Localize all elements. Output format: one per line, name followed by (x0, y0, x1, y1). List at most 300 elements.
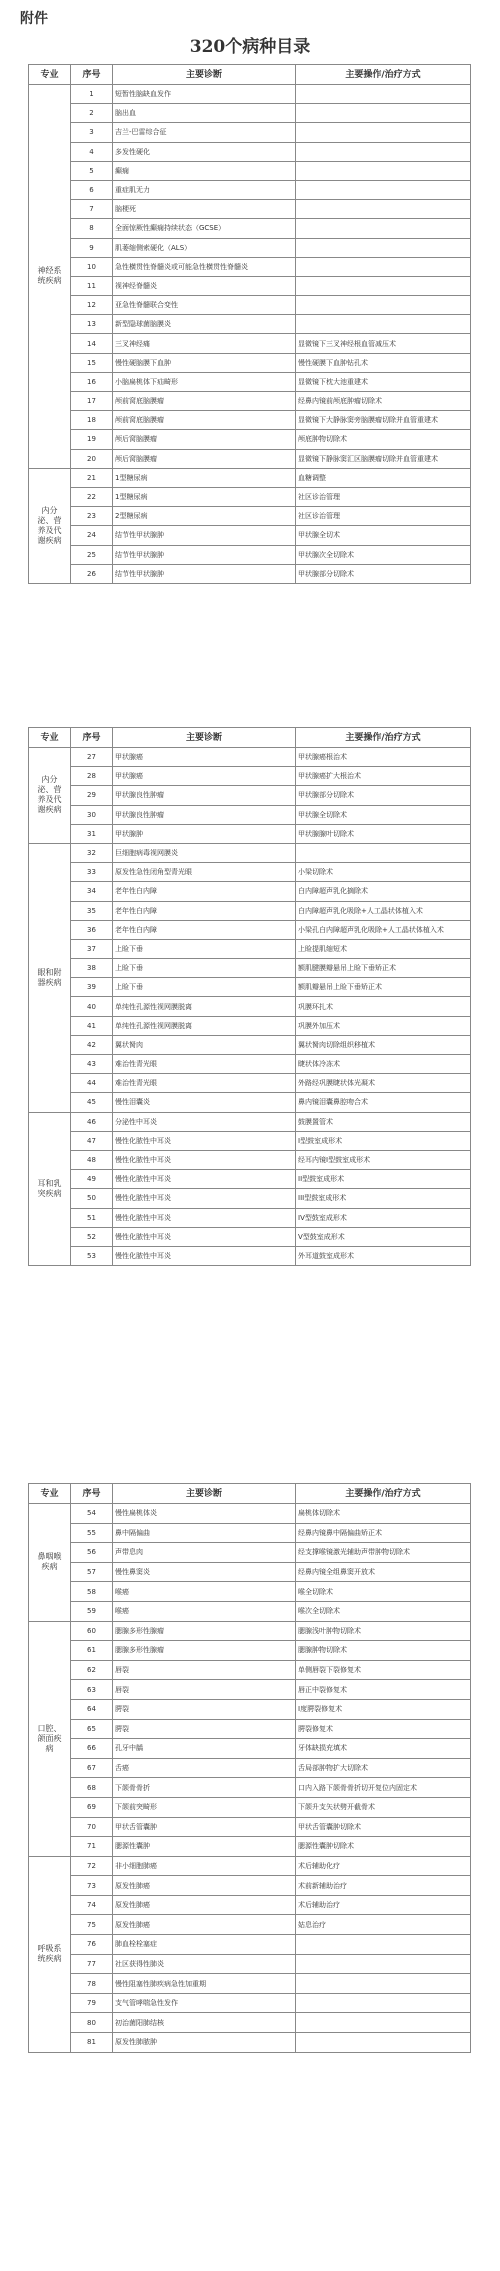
diagnosis-cell: 下颌骨骨折 (113, 1778, 296, 1798)
table-row (29, 1227, 471, 1246)
table-row (29, 786, 471, 805)
serial-number-cell: 47 (71, 1131, 113, 1150)
diagnosis-cell: 三叉神经痛 (113, 334, 296, 353)
serial-number-cell: 35 (71, 901, 113, 920)
serial-number-cell: 6 (71, 180, 113, 199)
table-row (29, 142, 471, 161)
diagnosis-cell: 脑梗死 (113, 200, 296, 219)
table-row (29, 180, 471, 199)
serial-number-cell: 22 (71, 487, 113, 506)
diagnosis-cell: 下颌前突畸形 (113, 1797, 296, 1817)
serial-number-cell: 10 (71, 257, 113, 276)
operation-cell (296, 200, 471, 219)
operation-cell: II型鼓室成形术 (296, 1170, 471, 1189)
diagnosis-cell: 腮腺多形性腺瘤 (113, 1621, 296, 1641)
serial-number-cell: 15 (71, 353, 113, 372)
diagnosis-cell: 慢性阻塞性肺疾病急性加重期 (113, 1974, 296, 1994)
department-cell: 口腔、颌面疾病 (29, 1621, 71, 1856)
operation-cell (296, 1993, 471, 2013)
operation-cell: 甲状腺部分切除术 (296, 786, 471, 805)
table-row (29, 1993, 471, 2013)
diagnosis-cell: 多发性硬化 (113, 142, 296, 161)
diagnosis-cell: 甲状腺良性肿瘤 (113, 786, 296, 805)
operation-cell (296, 104, 471, 123)
diagnosis-cell: 颅前窝底脑膜瘤 (113, 392, 296, 411)
operation-cell: 小梁切除术 (296, 863, 471, 882)
operation-cell (296, 85, 471, 104)
diagnosis-cell: 支气管哮喘急性发作 (113, 1993, 296, 2013)
table-row (29, 959, 471, 978)
operation-cell: 术后辅助治疗 (296, 1895, 471, 1915)
diagnosis-cell: 亚急性脊髓联合变性 (113, 296, 296, 315)
serial-number-cell: 39 (71, 978, 113, 997)
table-row (29, 843, 471, 862)
table-row (29, 507, 471, 526)
serial-number-cell: 29 (71, 786, 113, 805)
serial-number-cell: 25 (71, 545, 113, 564)
table-row (29, 1016, 471, 1035)
serial-number-cell: 42 (71, 1035, 113, 1054)
table-row (29, 1582, 471, 1602)
table-row (29, 1131, 471, 1150)
table-row (29, 487, 471, 506)
diagnosis-cell: 腮源性囊肿 (113, 1837, 296, 1857)
table-row (29, 161, 471, 180)
table-row (29, 1895, 471, 1915)
serial-number-cell: 30 (71, 805, 113, 824)
diagnosis-cell: 原发性肺癌 (113, 1915, 296, 1935)
diagnosis-cell: 上睑下垂 (113, 978, 296, 997)
diagnosis-cell: 急性横贯性脊髓炎或可能急性横贯性脊髓炎 (113, 257, 296, 276)
operation-cell: 甲状腺癌扩大根治术 (296, 767, 471, 786)
operation-cell: 巩膜外加压术 (296, 1016, 471, 1035)
operation-cell: 甲状腺全切除术 (296, 805, 471, 824)
department-cell: 神经系统疾病 (29, 85, 71, 469)
diagnosis-cell: 老年性白内障 (113, 920, 296, 939)
operation-cell: 睫状体冷冻术 (296, 1055, 471, 1074)
serial-number-cell: 27 (71, 748, 113, 767)
table-row (29, 1719, 471, 1739)
diagnosis-header: 主要诊断 (113, 728, 296, 748)
diagnosis-cell: 声带息肉 (113, 1543, 296, 1563)
serial-number-cell: 24 (71, 526, 113, 545)
diagnosis-cell: 慢性扁桃体炎 (113, 1504, 296, 1524)
catalog-table (28, 727, 471, 1266)
table-row (29, 863, 471, 882)
serial-number-cell: 77 (71, 1954, 113, 1974)
no-header: 序号 (71, 65, 113, 85)
operation-cell: 经鼻内镜全组鼻窦开放术 (296, 1562, 471, 1582)
operation-cell: I度腭裂修复术 (296, 1699, 471, 1719)
diagnosis-cell: 肺血栓栓塞症 (113, 1935, 296, 1955)
serial-number-cell: 49 (71, 1170, 113, 1189)
serial-number-cell: 66 (71, 1739, 113, 1759)
operation-cell: 显微镜下枕大池重建术 (296, 372, 471, 391)
operation-header: 主要操作/治疗方式 (296, 728, 471, 748)
diagnosis-cell: 慢性化脓性中耳炎 (113, 1131, 296, 1150)
operation-cell: 腮源性囊肿切除术 (296, 1837, 471, 1857)
serial-number-cell: 67 (71, 1758, 113, 1778)
serial-number-cell: 53 (71, 1246, 113, 1265)
table-row (29, 978, 471, 997)
table-row (29, 997, 471, 1016)
diagnosis-cell: 鼻中隔偏曲 (113, 1523, 296, 1543)
serial-number-cell: 74 (71, 1895, 113, 1915)
serial-number-cell: 45 (71, 1093, 113, 1112)
diagnosis-cell: 癫痫 (113, 161, 296, 180)
diagnosis-cell: 舌癌 (113, 1758, 296, 1778)
table-row (29, 526, 471, 545)
diagnosis-cell: 难治性青光眼 (113, 1055, 296, 1074)
operation-cell: 下颌升支矢状劈开截骨术 (296, 1797, 471, 1817)
serial-number-cell: 26 (71, 564, 113, 583)
serial-number-cell: 21 (71, 468, 113, 487)
serial-number-cell: 7 (71, 200, 113, 219)
operation-cell: 白内障超声乳化摘除术 (296, 882, 471, 901)
diagnosis-cell: 颅前窝底脑膜瘤 (113, 411, 296, 430)
table-row (29, 1562, 471, 1582)
table-row (29, 1035, 471, 1054)
operation-cell: 牙体缺损充填术 (296, 1739, 471, 1759)
serial-number-cell: 68 (71, 1778, 113, 1798)
diagnosis-cell: 难治性青光眼 (113, 1074, 296, 1093)
table-header-row (29, 728, 471, 748)
diagnosis-cell: 吉兰-巴雷综合征 (113, 123, 296, 142)
diagnosis-cell: 单纯性孔源性视网膜脱离 (113, 997, 296, 1016)
operation-cell: 翼状胬肉切除组织移植术 (296, 1035, 471, 1054)
operation-cell (296, 219, 471, 238)
operation-header: 主要操作/治疗方式 (296, 65, 471, 85)
operation-cell: 舌局部肿物扩大切除术 (296, 1758, 471, 1778)
no-header: 序号 (71, 728, 113, 748)
table-row (29, 1641, 471, 1661)
serial-number-cell: 62 (71, 1660, 113, 1680)
table-row (29, 392, 471, 411)
operation-cell (296, 180, 471, 199)
serial-number-cell: 50 (71, 1189, 113, 1208)
department-cell: 内分泌、营养及代谢疾病 (29, 748, 71, 844)
serial-number-cell: 43 (71, 1055, 113, 1074)
table-row (29, 85, 471, 104)
operation-cell: 显微镜下静脉窦汇区脑膜瘤切除并血管重建术 (296, 449, 471, 468)
serial-number-cell: 41 (71, 1016, 113, 1035)
diagnosis-cell: 喉癌 (113, 1601, 296, 1621)
diagnosis-cell: 慢性硬脑膜下血肿 (113, 353, 296, 372)
table-row (29, 1660, 471, 1680)
serial-number-cell: 55 (71, 1523, 113, 1543)
serial-number-cell: 9 (71, 238, 113, 257)
serial-number-cell: 44 (71, 1074, 113, 1093)
diagnosis-cell: 原发性急性闭角型青光眼 (113, 863, 296, 882)
table-row (29, 1055, 471, 1074)
diagnosis-cell: 腭裂 (113, 1719, 296, 1739)
serial-number-cell: 32 (71, 843, 113, 862)
table-row (29, 1189, 471, 1208)
serial-number-cell: 13 (71, 315, 113, 334)
diagnosis-cell: 甲状腺良性肿瘤 (113, 805, 296, 824)
department-cell: 呼吸系统疾病 (29, 1856, 71, 2052)
diagnosis-cell: 上睑下垂 (113, 939, 296, 958)
serial-number-cell: 58 (71, 1582, 113, 1602)
table-row (29, 1974, 471, 1994)
dept-header: 专业 (29, 1484, 71, 1504)
diagnosis-cell: 单纯性孔源性视网膜脱离 (113, 1016, 296, 1035)
operation-cell (296, 238, 471, 257)
table-row (29, 939, 471, 958)
diagnosis-cell: 颅后窝脑膜瘤 (113, 449, 296, 468)
operation-cell: 显微镜下三叉神经根血管减压术 (296, 334, 471, 353)
diagnosis-cell: 肌萎缩侧索硬化（ALS） (113, 238, 296, 257)
table-row (29, 901, 471, 920)
department-cell: 内分泌、营养及代谢疾病 (29, 468, 71, 583)
serial-number-cell: 3 (71, 123, 113, 142)
serial-number-cell: 61 (71, 1641, 113, 1661)
diagnosis-cell: 非小细胞肺癌 (113, 1856, 296, 1876)
diagnosis-cell: 慢性鼻窦炎 (113, 1562, 296, 1582)
operation-header: 主要操作/治疗方式 (296, 1484, 471, 1504)
serial-number-cell: 80 (71, 2013, 113, 2033)
diagnosis-cell: 腮腺多形性腺瘤 (113, 1641, 296, 1661)
serial-number-cell: 4 (71, 142, 113, 161)
serial-number-cell: 56 (71, 1543, 113, 1563)
diagnosis-cell: 甲状腺癌 (113, 767, 296, 786)
operation-cell: 经耳内镜I型鼓室成形术 (296, 1150, 471, 1169)
serial-number-cell: 1 (71, 85, 113, 104)
table-row (29, 1817, 471, 1837)
table-row (29, 1699, 471, 1719)
operation-cell (296, 2033, 471, 2053)
diagnosis-cell: 全面惊厥性癫痫持续状态（GCSE） (113, 219, 296, 238)
serial-number-cell: 48 (71, 1150, 113, 1169)
operation-cell (296, 1974, 471, 1994)
operation-cell: 术前新辅助治疗 (296, 1876, 471, 1896)
page-title: 320个病种目录 (189, 37, 311, 57)
operation-cell: 甲状腺癌根治术 (296, 748, 471, 767)
operation-cell: 口内入路下颌骨骨折切开复位内固定术 (296, 1778, 471, 1798)
operation-cell: 术后辅助化疗 (296, 1856, 471, 1876)
diagnosis-cell: 甲状舌管囊肿 (113, 1817, 296, 1837)
operation-cell: 额肌腱膜瓣悬吊上睑下垂矫正术 (296, 959, 471, 978)
table-row (29, 1680, 471, 1700)
serial-number-cell: 19 (71, 430, 113, 449)
table-row (29, 748, 471, 767)
table-header-row (29, 65, 471, 85)
operation-cell: 慢性硬膜下血肿钻孔术 (296, 353, 471, 372)
serial-number-cell: 76 (71, 1935, 113, 1955)
table-row (29, 882, 471, 901)
serial-number-cell: 11 (71, 276, 113, 295)
table-row (29, 1758, 471, 1778)
table-row (29, 1621, 471, 1641)
serial-number-cell: 16 (71, 372, 113, 391)
diagnosis-cell: 慢性化脓性中耳炎 (113, 1246, 296, 1265)
operation-cell: 甲状舌管囊肿切除术 (296, 1817, 471, 1837)
table-row (29, 1601, 471, 1621)
diagnosis-cell: 原发性肺脓肿 (113, 2033, 296, 2053)
table-row (29, 430, 471, 449)
table-row (29, 1523, 471, 1543)
table-row (29, 1837, 471, 1857)
dept-header: 专业 (29, 728, 71, 748)
serial-number-cell: 34 (71, 882, 113, 901)
operation-cell (296, 142, 471, 161)
table-row (29, 767, 471, 786)
diagnosis-cell: 2型糖尿病 (113, 507, 296, 526)
table-row (29, 1876, 471, 1896)
table-row (29, 545, 471, 564)
operation-cell (296, 296, 471, 315)
table-row (29, 449, 471, 468)
table-row (29, 468, 471, 487)
diagnosis-cell: 原发性肺癌 (113, 1895, 296, 1915)
operation-cell (296, 276, 471, 295)
table-row (29, 372, 471, 391)
operation-cell: 巩膜环扎术 (296, 997, 471, 1016)
diagnosis-cell: 甲状腺肿 (113, 824, 296, 843)
table-row (29, 2033, 471, 2053)
serial-number-cell: 51 (71, 1208, 113, 1227)
table-row (29, 1246, 471, 1265)
table-row (29, 1074, 471, 1093)
diagnosis-cell: 1型糖尿病 (113, 468, 296, 487)
serial-number-cell: 33 (71, 863, 113, 882)
table-row (29, 564, 471, 583)
operation-cell: 外路经巩膜睫状体光凝术 (296, 1074, 471, 1093)
operation-cell: 喉次全切除术 (296, 1601, 471, 1621)
table-row (29, 1856, 471, 1876)
diagnosis-cell: 慢性泪囊炎 (113, 1093, 296, 1112)
serial-number-cell: 79 (71, 1993, 113, 2013)
table-row (29, 1504, 471, 1524)
table-row (29, 1543, 471, 1563)
table-row (29, 2013, 471, 2033)
operation-cell: 颅底肿物切除术 (296, 430, 471, 449)
serial-number-cell: 23 (71, 507, 113, 526)
operation-cell: 甲状腺全切术 (296, 526, 471, 545)
operation-cell (296, 123, 471, 142)
table-row (29, 1150, 471, 1169)
serial-number-cell: 37 (71, 939, 113, 958)
table-row (29, 1935, 471, 1955)
serial-number-cell: 64 (71, 1699, 113, 1719)
table-header-row (29, 1484, 471, 1504)
diagnosis-header: 主要诊断 (113, 1484, 296, 1504)
operation-cell: 鼻内镜泪囊鼻腔吻合术 (296, 1093, 471, 1112)
diagnosis-cell: 社区获得性肺炎 (113, 1954, 296, 1974)
operation-cell: 经鼻内镜前颅底肿瘤切除术 (296, 392, 471, 411)
diagnosis-cell: 慢性化脓性中耳炎 (113, 1227, 296, 1246)
serial-number-cell: 46 (71, 1112, 113, 1131)
serial-number-cell: 20 (71, 449, 113, 468)
operation-cell: 外耳道鼓室成形术 (296, 1246, 471, 1265)
diagnosis-cell: 结节性甲状腺肿 (113, 545, 296, 564)
operation-cell: V型鼓室成形术 (296, 1227, 471, 1246)
table-row (29, 334, 471, 353)
diagnosis-cell: 视神经脊髓炎 (113, 276, 296, 295)
table-row (29, 1797, 471, 1817)
table-row (29, 219, 471, 238)
table-row (29, 920, 471, 939)
diagnosis-cell: 巨细胞病毒视网膜炎 (113, 843, 296, 862)
operation-cell (296, 1935, 471, 1955)
serial-number-cell: 60 (71, 1621, 113, 1641)
attachment-label: 附件 (20, 11, 48, 27)
no-header: 序号 (71, 1484, 113, 1504)
operation-cell: 单侧唇裂下裂修复术 (296, 1660, 471, 1680)
operation-cell: I型鼓室成形术 (296, 1131, 471, 1150)
diagnosis-cell: 慢性化脓性中耳炎 (113, 1170, 296, 1189)
diagnosis-cell: 老年性白内障 (113, 882, 296, 901)
table-row (29, 1954, 471, 1974)
serial-number-cell: 14 (71, 334, 113, 353)
operation-cell: III型鼓室成形术 (296, 1189, 471, 1208)
operation-cell: 喉全切除术 (296, 1582, 471, 1602)
serial-number-cell: 38 (71, 959, 113, 978)
table-row (29, 411, 471, 430)
serial-number-cell: 28 (71, 767, 113, 786)
serial-number-cell: 71 (71, 1837, 113, 1857)
diagnosis-cell: 老年性白内障 (113, 901, 296, 920)
diagnosis-cell: 翼状胬肉 (113, 1035, 296, 1054)
diagnosis-cell: 初治菌阳肺结核 (113, 2013, 296, 2033)
department-cell: 耳和乳突疾病 (29, 1112, 71, 1266)
operation-cell: 小梁孔白内障超声乳化吸除+人工晶状体植入术 (296, 920, 471, 939)
operation-cell: 血糖调整 (296, 468, 471, 487)
diagnosis-cell: 小脑扁桃体下疝畸形 (113, 372, 296, 391)
diagnosis-cell: 喉癌 (113, 1582, 296, 1602)
operation-cell: 显微镜下大静脉窦旁脑膜瘤切除并血管重建术 (296, 411, 471, 430)
operation-cell: 甲状腺部分切除术 (296, 564, 471, 583)
diagnosis-cell: 唇裂 (113, 1660, 296, 1680)
operation-cell (296, 315, 471, 334)
operation-cell: IV型鼓室成形术 (296, 1208, 471, 1227)
department-cell: 眼和附器疾病 (29, 843, 71, 1112)
diagnosis-cell: 1型糖尿病 (113, 487, 296, 506)
catalog-table (28, 1483, 471, 2053)
operation-cell (296, 843, 471, 862)
dept-header: 专业 (29, 65, 71, 85)
table-row (29, 1739, 471, 1759)
operation-cell (296, 2013, 471, 2033)
table-row (29, 1778, 471, 1798)
diagnosis-header: 主要诊断 (113, 65, 296, 85)
table-row (29, 257, 471, 276)
serial-number-cell: 70 (71, 1817, 113, 1837)
operation-cell: 经鼻内镜鼻中隔偏曲矫正术 (296, 1523, 471, 1543)
operation-cell: 鼓膜置管术 (296, 1112, 471, 1131)
table-row (29, 238, 471, 257)
serial-number-cell: 54 (71, 1504, 113, 1524)
diagnosis-cell: 慢性化脓性中耳炎 (113, 1150, 296, 1169)
diagnosis-cell: 脑出血 (113, 104, 296, 123)
serial-number-cell: 73 (71, 1876, 113, 1896)
serial-number-cell: 5 (71, 161, 113, 180)
diagnosis-cell: 颅后窝脑膜瘤 (113, 430, 296, 449)
serial-number-cell: 59 (71, 1601, 113, 1621)
operation-cell (296, 257, 471, 276)
table-row (29, 276, 471, 295)
serial-number-cell: 36 (71, 920, 113, 939)
operation-cell: 腭裂修复术 (296, 1719, 471, 1739)
serial-number-cell: 72 (71, 1856, 113, 1876)
serial-number-cell: 57 (71, 1562, 113, 1582)
operation-cell: 腮腺浅叶肿物切除术 (296, 1621, 471, 1641)
serial-number-cell: 18 (71, 411, 113, 430)
diagnosis-cell: 结节性甲状腺肿 (113, 564, 296, 583)
serial-number-cell: 8 (71, 219, 113, 238)
serial-number-cell: 31 (71, 824, 113, 843)
serial-number-cell: 40 (71, 997, 113, 1016)
